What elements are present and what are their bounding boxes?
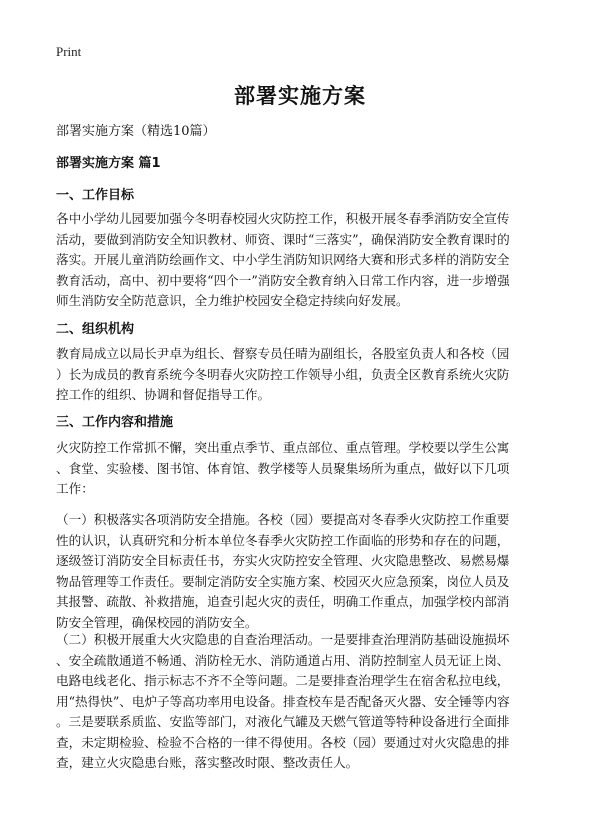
page-title: 部署实施方案 <box>234 84 366 108</box>
paragraph-line: （二）积极开展重大火灾隐患的自查治理活动。一是要排查治理消防基础设施损坏 <box>56 632 510 647</box>
paragraph-line: 落实。开展儿童消防绘画作文、中小学生消防知识网络大赛和形式多样的消防安全 <box>56 252 510 267</box>
paragraph-line: 查，未定期检验、检验不合格的一律不得使用。各校（园）要通过对火灾隐患的排 <box>56 734 510 750</box>
paragraph-line: 逐级签订消防安全目标责任书，夯实火灾防控安全管理、火灾隐患整改、易燃易爆 <box>56 553 510 568</box>
paragraph-line: ）长为成员的教育系统今冬明春火灾防控工作领导小组，负责全区教育系统火灾防 <box>56 366 510 382</box>
paragraph-line: 其报警、疏散、补救措施，追查引起火灾的责任，明确工作重点，加强学校内部消 <box>56 594 510 609</box>
paragraph-line: 性的认识，认真研究和分析本单位冬春季火灾防控工作面临的形势和存在的问题， <box>56 532 510 548</box>
document-subtitle: 部署实施方案（精选10篇） <box>56 124 216 139</box>
section-heading-organization: 二、组织机构 <box>56 322 135 337</box>
section-paragraph-measures-intro <box>56 438 548 500</box>
paragraph-line: 工作： <box>56 481 94 496</box>
section-paragraph-item-2 <box>56 630 548 774</box>
paragraph-line: 师生消防安全防范意识，全力维护校园安全稳定持续向好发展。 <box>56 293 409 308</box>
article-heading: 部署实施方案 篇1 <box>56 156 161 171</box>
paragraph-line: 物品管理等工作责任。要制定消防安全实施方案、校园灭火应急预案，岗位人员及 <box>56 573 510 589</box>
section-paragraph-organization <box>56 344 548 406</box>
paragraph-line: 各中小学幼儿园要加强今冬明春校园火灾防控工作，积极开展冬春季消防安全宣传 <box>56 211 510 226</box>
paragraph-line: 用“热得快”、电炉子等高功率用电设备。排查校车是否配备灭火器、安全锤等内容 <box>56 693 510 709</box>
paragraph-line: 教育活动，高中、初中要将“四个一”消防安全教育纳入日常工作内容，进一步增强 <box>56 272 510 288</box>
paragraph-line: 教育局成立以局长尹卓为组长、督察专员任晴为副组长，各股室负责人和各校（园 <box>56 346 510 361</box>
paragraph-line: 、安全疏散通道不畅通、消防栓无水、消防通道占用、消防控制室人员无证上岗、 <box>56 652 510 668</box>
paragraph-line: 。三是要联系质监、安监等部门，对液化气罐及天燃气管道等特种设备进行全面排 <box>56 714 510 729</box>
paragraph-line: 控工作的组织、协调和督促指导工作。 <box>56 387 271 402</box>
paragraph-line: 防安全管理，确保校园的消防安全。 <box>56 614 258 630</box>
paragraph-line: 火灾防控工作常抓不懈，突出重点季节、重点部位、重点管理。学校要以学生公寓 <box>56 440 510 455</box>
paragraph-line: 活动，要做到消防安全知识教材、师资、课时“三落实”，确保消防安全教育课时的 <box>56 231 510 247</box>
paragraph-line: 、食堂、实验楼、图书馆、体育馆、教学楼等人员聚集场所为重点，做好以下几项 <box>56 460 510 476</box>
paragraph-line: 查，建立火灾隐患台账，落实整改时限、整改责任人。 <box>56 755 359 770</box>
section-heading-goals: 一、工作目标 <box>56 188 135 203</box>
section-paragraph-item-1 <box>56 510 548 633</box>
paragraph-line: 电路电线老化、指示标志不齐不全等问题。二是要排查治理学生在宿舍私拉电线， <box>56 673 510 688</box>
section-paragraph-goals <box>56 209 548 312</box>
paragraph-line: （一）积极落实各项消防安全措施。各校（园）要提高对冬春季火灾防控工作重要 <box>56 512 510 527</box>
print-link[interactable]: Print <box>56 44 82 59</box>
section-heading-measures: 三、工作内容和措施 <box>56 415 174 430</box>
